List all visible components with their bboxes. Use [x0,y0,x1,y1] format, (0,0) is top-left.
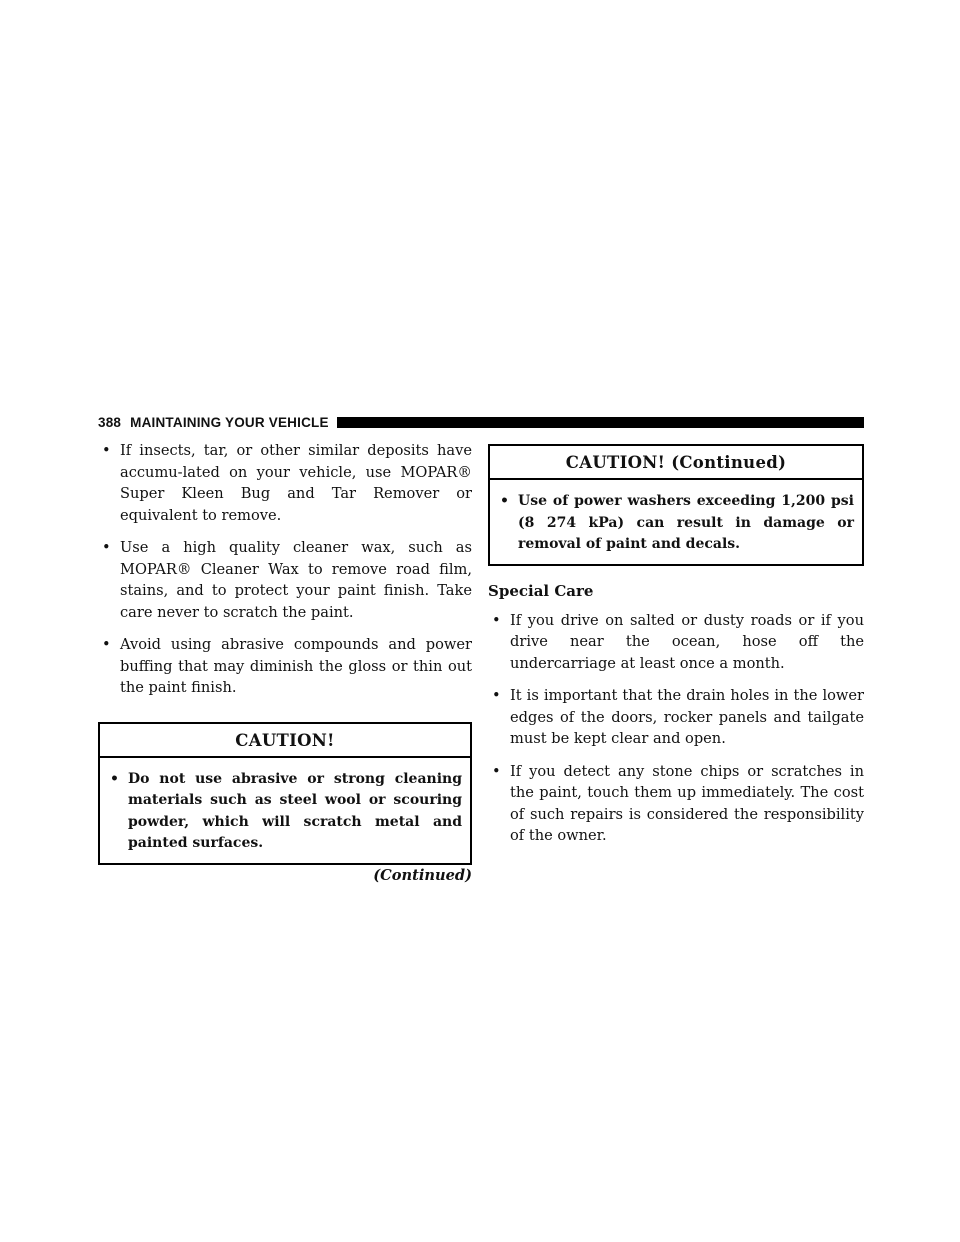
list-item: • If you drive on salted or dusty roads or if you drive near the ocean, hose off the undercarriage at least once a month. [492,611,864,672]
caution-box [98,722,472,865]
header-rule [337,417,864,428]
bullet-icon: • [110,770,119,787]
special-care-list [488,610,864,847]
bullet-icon: • [492,687,501,704]
bullet-icon: • [500,493,509,509]
cleaning-tips-list [98,440,472,699]
section-title: MAINTAINING YOUR VEHICLE [130,414,329,430]
page-number: 388 [98,414,122,430]
caution-item: • Do not use abrasive or strong cleaning materials such as steel wool or scouring powder, which will scratch metal and painted surfaces. [110,770,462,851]
bullet-icon: • [102,636,111,653]
right-column [488,440,864,858]
left-column [98,440,472,884]
bullet-icon: • [102,442,111,459]
caution-title: CAUTION! [100,724,470,758]
caution-item: • Use of power washers exceeding 1,200 psi (8 274 kPa) can result in damage or removal of paint and decals. [500,493,854,552]
list-item: • It is important that the drain holes in the lower edges of the doors, rocker panels and tailgate must be kept clear and open. [492,687,864,747]
list-item: • If you detect any stone chips or scratches in the paint, touch them up immediately. The cost of such repairs is considered the responsibility of the owner. [492,762,864,844]
page-header [98,413,864,431]
continued-label: (Continued) [373,866,472,884]
list-item: • If insects, tar, or other similar deposits have accumu-lated on your vehicle, use MOPAR® Super Kleen Bug and Tar Remover or equivalent to remove. [102,442,472,524]
bullet-icon: • [492,611,501,629]
bullet-icon: • [102,539,111,556]
special-care-heading: Special Care [488,581,594,600]
bullet-icon: • [492,762,501,780]
list-item: • Use a high quality cleaner wax, such as MOPAR® Cleaner Wax to remove road film, stains, and to protect your paint finish. Take care never to scratch the paint. [102,539,472,621]
caution-title: CAUTION! (Continued) [490,446,862,480]
caution-continued-box [488,444,864,566]
list-item: • Avoid using abrasive compounds and power buffing that may diminish the gloss or thin out the paint finish. [102,636,472,696]
